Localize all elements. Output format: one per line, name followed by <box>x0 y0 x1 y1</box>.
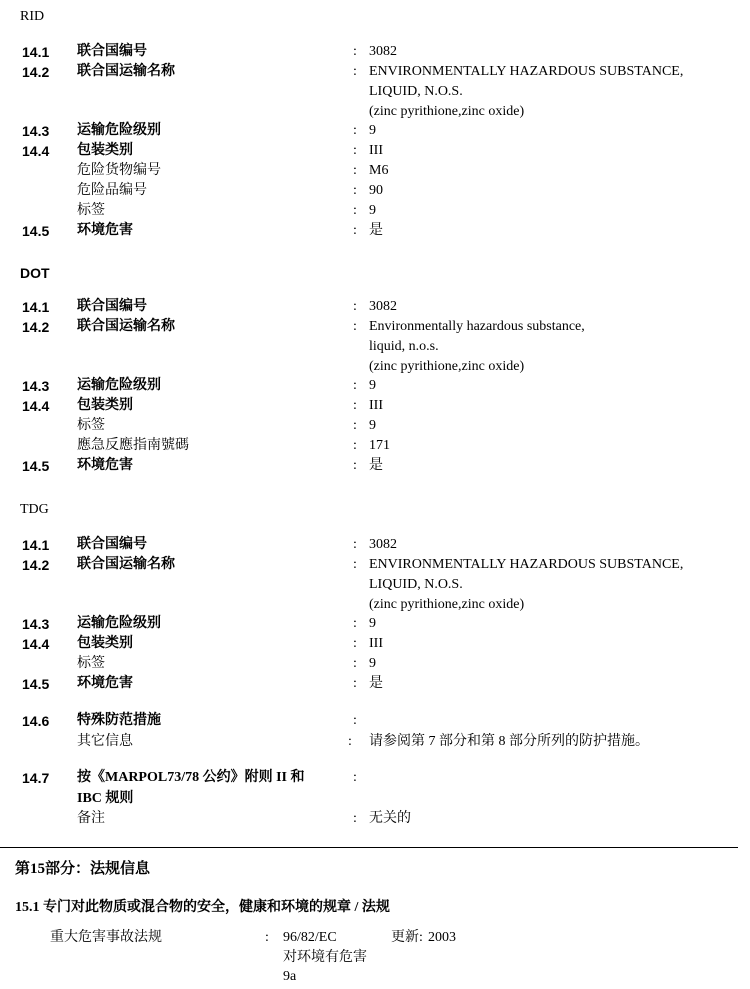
major-hazard-note-line1: 对环境有危害 <box>283 950 367 965</box>
colon: : <box>353 183 357 198</box>
rid-14-2-number: 14.2 <box>22 64 50 80</box>
rid-14-3-number: 14.3 <box>22 123 50 139</box>
tdg-heading: TDG <box>20 502 49 517</box>
update-label: 更新: <box>391 930 423 945</box>
colon: : <box>353 770 357 785</box>
rid-label-value: 9 <box>369 203 376 218</box>
colon: : <box>353 557 357 572</box>
dot-env-hazard-value: 是 <box>369 458 383 473</box>
rid-shipping-name-line1: ENVIRONMENTALLY HAZARDOUS SUBSTANCE, <box>369 64 684 79</box>
part15-1-heading: 15.1 专门对此物质或混合物的安全，健康和环境的规章 / 法规 <box>15 900 390 915</box>
dot-packing-group-label: 包装类别 <box>77 398 133 413</box>
tdg-un-number-label: 联合国编号 <box>77 537 147 552</box>
dot-label-value: 9 <box>369 418 376 433</box>
rid-env-hazard-value: 是 <box>369 223 383 238</box>
rid-dangerous-goods-no-label: 危险货物编号 <box>77 163 161 178</box>
major-hazard-note-line2: 9a <box>283 969 297 984</box>
dot-hazard-class-value: 9 <box>369 378 376 393</box>
rid-shipping-name-label: 联合国运输名称 <box>77 64 175 79</box>
rid-heading: RID <box>20 9 45 24</box>
remark-label: 备注 <box>77 811 105 826</box>
colon: : <box>353 163 357 178</box>
update-value: 2003 <box>428 930 456 945</box>
rid-packing-group-label: 包装类别 <box>77 143 133 158</box>
dot-shipping-name-line1: Environmentally hazardous substance, <box>369 319 585 334</box>
colon: : <box>353 458 357 473</box>
rid-14-1-number: 14.1 <box>22 44 50 60</box>
tdg-shipping-name-line1: ENVIRONMENTALLY HAZARDOUS SUBSTANCE, <box>369 557 684 572</box>
dot-un-number-value: 3082 <box>369 299 397 314</box>
colon: : <box>353 398 357 413</box>
rid-hazard-id-label: 危险品编号 <box>77 183 147 198</box>
rid-label-label: 标签 <box>77 203 105 218</box>
tdg-14-3-number: 14.3 <box>22 616 50 632</box>
tdg-packing-group-label: 包装类别 <box>77 636 133 651</box>
colon: : <box>353 811 357 826</box>
colon: : <box>353 319 357 334</box>
rid-shipping-name-line3: (zinc pyrithione,zinc oxide) <box>369 104 525 119</box>
tdg-un-number-value: 3082 <box>369 537 397 552</box>
tdg-shipping-name-line2: LIQUID, N.O.S. <box>369 577 463 592</box>
tdg-env-hazard-value: 是 <box>369 676 383 691</box>
colon: : <box>353 438 357 453</box>
tdg-14-1-number: 14.1 <box>22 537 50 553</box>
rid-un-number-label: 联合国编号 <box>77 44 147 59</box>
colon: : <box>348 734 352 749</box>
dot-14-4-number: 14.4 <box>22 398 50 414</box>
tdg-14-2-number: 14.2 <box>22 557 50 573</box>
colon: : <box>353 656 357 671</box>
dot-14-1-number: 14.1 <box>22 299 50 315</box>
rid-dangerous-goods-no-value: M6 <box>369 163 389 178</box>
colon: : <box>353 676 357 691</box>
rid-hazard-id-value: 90 <box>369 183 383 198</box>
other-info-value: 请参阅第 7 部分和第 8 部分所列的防护措施。 <box>369 734 649 749</box>
colon: : <box>265 930 269 945</box>
dot-erg-number-label: 應急反應指南號碼 <box>77 438 189 453</box>
part15-heading: 第15部分：法规信息 <box>15 861 151 877</box>
dot-erg-number-value: 171 <box>369 438 390 453</box>
other-info-label: 其它信息 <box>77 734 133 749</box>
remark-value: 无关的 <box>369 811 411 826</box>
tdg-14-5-number: 14.5 <box>22 676 50 692</box>
tdg-label-label: 标签 <box>77 656 105 671</box>
special-14-6-number: 14.6 <box>22 713 50 729</box>
tdg-hazard-class-label: 运输危险级别 <box>77 616 161 631</box>
dot-packing-group-value: III <box>369 398 383 413</box>
major-hazard-reg-value: 96/82/EC <box>283 930 337 945</box>
tdg-shipping-name-line3: (zinc pyrithione,zinc oxide) <box>369 597 525 612</box>
dot-14-2-number: 14.2 <box>22 319 50 335</box>
rid-un-number-value: 3082 <box>369 44 397 59</box>
colon: : <box>353 713 357 728</box>
colon: : <box>353 44 357 59</box>
colon: : <box>353 299 357 314</box>
marpol-label-line2: IBC 规则 <box>77 791 134 806</box>
tdg-14-4-number: 14.4 <box>22 636 50 652</box>
dot-heading: DOT <box>20 265 50 281</box>
dot-env-hazard-label: 环境危害 <box>77 458 133 473</box>
dot-14-5-number: 14.5 <box>22 458 50 474</box>
rid-14-5-number: 14.5 <box>22 223 50 239</box>
rid-hazard-class-label: 运输危险级别 <box>77 123 161 138</box>
colon: : <box>353 616 357 631</box>
tdg-hazard-class-value: 9 <box>369 616 376 631</box>
tdg-shipping-name-label: 联合国运输名称 <box>77 557 175 572</box>
colon: : <box>353 203 357 218</box>
rid-hazard-class-value: 9 <box>369 123 376 138</box>
major-hazard-reg-label: 重大危害事故法规 <box>50 930 162 945</box>
marpol-14-7-number: 14.7 <box>22 770 50 786</box>
rid-env-hazard-label: 环境危害 <box>77 223 133 238</box>
colon: : <box>353 418 357 433</box>
dot-label-label: 标签 <box>77 418 105 433</box>
dot-shipping-name-line3: (zinc pyrithione,zinc oxide) <box>369 359 525 374</box>
colon: : <box>353 223 357 238</box>
colon: : <box>353 378 357 393</box>
colon: : <box>353 143 357 158</box>
tdg-env-hazard-label: 环境危害 <box>77 676 133 691</box>
rid-shipping-name-line2: LIQUID, N.O.S. <box>369 84 463 99</box>
rid-packing-group-value: III <box>369 143 383 158</box>
tdg-packing-group-value: III <box>369 636 383 651</box>
section-divider <box>0 847 738 848</box>
colon: : <box>353 636 357 651</box>
tdg-label-value: 9 <box>369 656 376 671</box>
dot-un-number-label: 联合国编号 <box>77 299 147 314</box>
dot-hazard-class-label: 运输危险级别 <box>77 378 161 393</box>
dot-shipping-name-line2: liquid, n.o.s. <box>369 339 439 354</box>
colon: : <box>353 123 357 138</box>
marpol-label-line1: 按《MARPOL73/78 公约》附则 II 和 <box>77 770 305 785</box>
colon: : <box>353 537 357 552</box>
colon: : <box>353 64 357 79</box>
rid-14-4-number: 14.4 <box>22 143 50 159</box>
dot-shipping-name-label: 联合国运输名称 <box>77 319 175 334</box>
dot-14-3-number: 14.3 <box>22 378 50 394</box>
special-precautions-label: 特殊防范措施 <box>77 713 161 728</box>
